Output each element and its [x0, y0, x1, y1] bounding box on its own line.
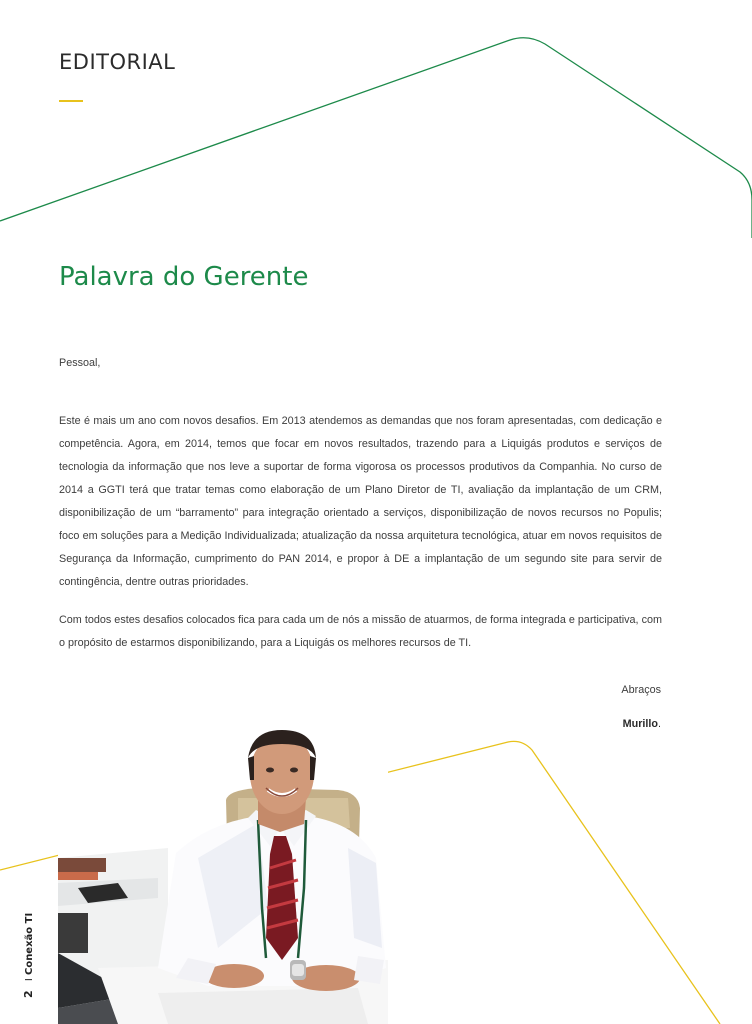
paragraph-2: Com todos estes desafios colocados fica para cada um de nós a missão de atuarmos, de forma integrada e participativa, com o propósito de estarmos disponibilizando, para a Liquigás os melhores recursos de TI. — [59, 614, 662, 649]
greeting: Pessoal, — [59, 357, 101, 369]
page-number: 2 — [22, 990, 35, 998]
paragraph-1: Este é mais um ano com novos desafios. Em 2013 atendemos as demandas que nos foram apresentadas, com dedicação e competência. Agora, em 2014, temos que focar em novos resultados, trazendo para a Liquigás produtos e serviços de tecnologia da informação que nos leve a suportar de forma vigorosa os processos produtivos da Companhia. No curso de 2014 a GGTI terá que tratar temas como elaboração de um Plano Diretor de TI, avaliação da implantação de um CRM, disponibilização de um “barramento” para integração orientado a serviços, disponibilização de novos recursos no Populis; foco em soluções para a Medição Individualizada; atualização da nossa arquitetura tecnológica, atuar em novos requisitos de Segurança da Informação, cumprimento do PAN 2014, e propor à DE a implantação de um segundo site para servir de contingência, dentre outras prioridades. — [59, 415, 662, 588]
signature — [623, 718, 661, 730]
signature-end: . — [658, 718, 661, 730]
section-label: EDITORIAL — [59, 50, 176, 74]
manager-photo — [58, 728, 388, 1024]
footer-separator: I — [24, 978, 35, 982]
article-heading: Palavra do Gerente — [59, 262, 309, 292]
page-footer — [22, 913, 35, 998]
signature-name: Murillo — [622, 718, 658, 730]
closing: Abraços — [621, 684, 661, 696]
accent-bar — [59, 100, 83, 102]
publication-name: Conexão TI — [24, 912, 35, 976]
